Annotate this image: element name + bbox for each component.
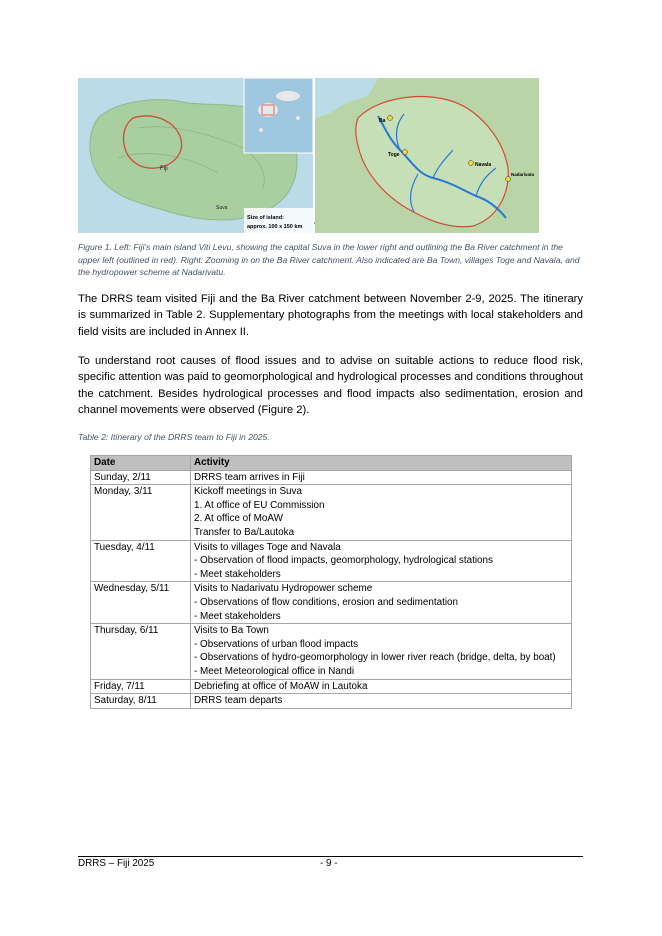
activity-line: - Meet stakeholders [194,610,281,622]
header-activity: Activity [191,456,572,471]
figure-caption: Figure 1. Left: Fiji's main island Viti Levu, showing the capital Suva in the lower right and outlining the Ba River catchment in the upper left (outlined in red). Right: Zooming in on the Ba River catchment. Also indicated are Ba Town, villages Toge and Navala, and the hydropower scheme at Nadarivatu. [78,242,580,278]
table-row [91,485,572,540]
footer-title: DRRS – Fiji 2025 [78,858,155,869]
activity-line: Debriefing at office of MoAW in Lautoka [194,680,368,692]
activity-cell [191,540,572,582]
suva-label: Suva [216,205,228,211]
table-row [91,624,572,679]
table-caption: Table 2: Itinerary of the DRRS team to Fiji in 2025. [78,432,270,442]
activity-cell [191,485,572,540]
activity-line: - Observations of urban flood impacts [194,638,359,650]
figure-1-maps [78,78,539,233]
page-number: - 9 - [320,858,338,869]
activity-line: Kickoff meetings in Suva [194,486,302,498]
toge-label: Toge [388,152,400,158]
activity-line: - Observation of flood impacts, geomorphology, hydrological stations [194,555,493,567]
activity-line: 2. At office of MoAW [194,513,283,525]
activity-line: Visits to villages Toge and Navala [194,541,341,553]
date-cell: Monday, 3/11 [91,485,191,540]
activity-line: Transfer to Ba/Lautoka [194,526,295,538]
left-map-viti-levu [78,78,326,233]
date-cell: Saturday, 8/11 [91,694,191,709]
scale-note-line1: Size of island: [247,215,284,221]
activity-line: DRRS team departs [194,695,283,707]
activity-cell [191,470,572,485]
table-row [91,540,572,582]
fiji-label: Fiji [160,166,168,172]
inset-map [244,78,313,153]
nadarivatu-marker [506,177,511,182]
activity-line: - Observations of hydro-geomorphology in lower river reach (bridge, delta, by boat) [194,652,556,664]
scale-note-line2: approx. 100 x 150 km [247,224,303,230]
date-cell: Thursday, 6/11 [91,624,191,679]
activity-line: 1. At office of EU Commission [194,499,325,511]
date-cell: Wednesday, 5/11 [91,582,191,624]
paragraph-root-causes: To understand root causes of flood issues and to advise on suitable actions to reduce flood risk, specific attention was paid to geomorphological and hydrological processes and conditions throughout the catchment. Besides hydrological processes and flood impacts also sedimentation, erosion and channel movements were observed (Figure 2). [78,355,583,416]
activity-cell [191,582,572,624]
footer-divider [78,856,583,857]
table-row [91,582,572,624]
activity-cell [191,679,572,694]
ba-marker [388,116,393,121]
toge-marker [403,150,408,155]
activity-line: - Meet Meteorological office in Nandi [194,665,355,677]
right-map-ba-catchment [315,78,539,233]
itinerary-table [90,455,572,709]
navala-label: Navala [475,162,492,168]
table-row [91,694,572,709]
navala-marker [469,161,474,166]
date-cell: Sunday, 2/11 [91,470,191,485]
activity-cell [191,694,572,709]
table-header-row [91,456,572,471]
activity-line: Visits to Ba Town [194,625,269,637]
activity-line: DRRS team arrives in Fiji [194,471,305,483]
activity-line: - Meet stakeholders [194,568,281,580]
activity-line: Visits to Nadarivatu Hydropower scheme [194,583,373,595]
date-cell: Tuesday, 4/11 [91,540,191,582]
table-row [91,679,572,694]
nadarivatu-label: Nadarivatu [511,172,535,177]
table-row [91,470,572,485]
activity-line: - Observations of flow conditions, erosion and sedimentation [194,596,459,608]
header-date: Date [91,456,191,471]
paragraph-itinerary: The DRRS team visited Fiji and the Ba River catchment between November 2-9, 2025. The itinerary is summarized in Table 2. Supplementary photographs from the meetings with local stakeholders and field visits are included in Annex II. [78,293,583,338]
ba-label: Ba [379,118,386,124]
date-cell: Friday, 7/11 [91,679,191,694]
activity-cell [191,624,572,679]
